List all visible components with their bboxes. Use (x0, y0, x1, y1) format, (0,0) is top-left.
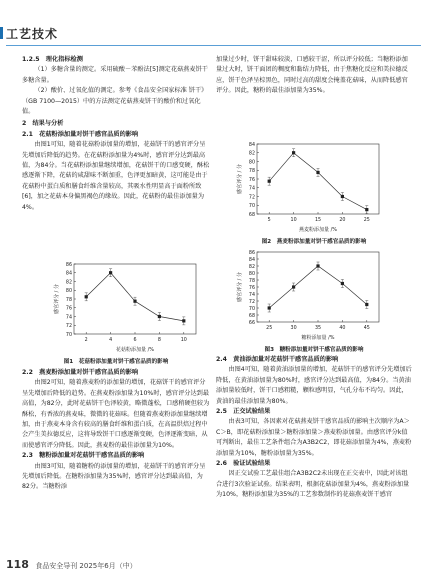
y-tick-label: 84 (65, 271, 72, 277)
x-tick-label: 4 (109, 338, 113, 343)
data-point (341, 195, 344, 198)
x-tick-label: 40 (339, 326, 346, 331)
y-tick-label: 66 (248, 320, 255, 326)
x-tick-label: 20 (339, 218, 346, 223)
chart-svg (235, 138, 385, 234)
y-tick-label: 70 (248, 306, 255, 312)
data-point (85, 295, 88, 298)
paragraph: 由图2可知，随着燕麦粉的添加量的增加，花菇饼干的感官评分呈先增加后降低的趋势。在燕麦粉添加量为10%时，感官评分达到最高值，为82分，此时花菇饼干色泽较黄，略微蓬松，口感稍硬但较为酥松，有香浓的燕麦味，微微的花菇味。但随着燕麦粉添加量继续增加，由于燕麦本身含有较高的膳食纤维和蛋白质，在高温烘焙过程中会产生美拉德反应，这将导致饼干口感逐渐变硬，色泽逐渐变暗，从而使感官评分降低。因此，燕麦粉的最佳添加量为10%。 (22, 379, 210, 449)
y-tick-label: 78 (248, 169, 255, 175)
y-tick-label: 74 (248, 292, 255, 298)
y-tick-label: 76 (248, 177, 255, 183)
paragraph: 加量过少时，饼干甜味较淡，口感较干涩，所以评分较低；当糖粉添加量过大时，饼干面团的稠度和黏结力降低，由于焦糖化反应和美拉德反应，饼干色泽呈棕黑色，同时过高的甜度会掩盖花菇味，从而降低感官评分。因此，糖粉的最佳添加量为35%。 (216, 56, 408, 95)
data-point (365, 208, 368, 211)
y-tick-label: 68 (248, 212, 255, 218)
x-tick-label: 6 (133, 338, 137, 343)
paragraph: （1）多糖含量的测定。采用硫酸－苯酚法[5]测定花菇燕麦饼干多糖含量。 (22, 66, 208, 84)
section-heading: 2.6 验证试验结果 (216, 460, 271, 468)
section-heading: 2 结果与分析 (22, 120, 64, 128)
left-column-top (22, 55, 210, 213)
data-point (316, 171, 319, 174)
left-column-bottom (22, 368, 210, 493)
section-heading: 2.1 花菇粉添加量对饼干感官品质的影响 (22, 130, 139, 138)
section-title: 工艺技术 (6, 27, 59, 41)
chart-svg (52, 258, 202, 354)
data-point (316, 264, 319, 267)
data-point (109, 271, 112, 274)
data-point (133, 300, 136, 303)
x-tick-label: 25 (266, 326, 273, 331)
figure-3-chart (235, 246, 385, 342)
y-axis-label: 感官评分 / 分 (237, 164, 243, 194)
section-heading: 1.2.5 理化指标检测 (22, 56, 83, 63)
data-point (268, 180, 271, 183)
section-heading: 2.5 正交试验结果 (216, 408, 271, 416)
figure-3-caption: 图3 糖粉添加量对饼干感官品质的影响 (264, 347, 364, 353)
figure-2-caption: 图2 燕麦粉添加量对饼干感官品质的影响 (261, 239, 367, 245)
x-tick-label: 8 (157, 338, 161, 343)
plot-frame (257, 144, 379, 214)
y-tick-label: 78 (248, 278, 255, 284)
figure-2-chart (235, 138, 385, 234)
page-footer (6, 558, 137, 571)
figure-1-chart (52, 258, 202, 354)
y-tick-label: 86 (248, 250, 255, 256)
section-heading: 2.4 黄油添加量对花菇饼干感官品质的影响 (216, 356, 339, 363)
right-column-bottom (216, 355, 412, 501)
y-tick-label: 72 (65, 324, 72, 330)
data-point (268, 306, 271, 309)
figure-1-caption: 图1 花菇粉添加量对饼干感官品质的影响 (63, 359, 169, 365)
header-band (0, 0, 427, 50)
data-point (292, 285, 295, 288)
right-column-top (216, 55, 412, 97)
paragraph: （2）酸价、过氧化值的测定。参考《食品安全国家标准 饼干》（GB 7100—2015）中的方法测定花菇燕麦饼干的酸价和过氧化值。 (22, 87, 208, 116)
y-tick-label: 82 (248, 151, 255, 157)
section-heading: 2.2 燕麦粉添加量对饼干感官品质的影响 (22, 369, 139, 376)
y-tick-label: 84 (248, 142, 255, 148)
y-tick-label: 72 (248, 299, 255, 305)
y-tick-label: 74 (65, 315, 72, 321)
x-tick-label: 10 (290, 218, 297, 223)
series-line (269, 266, 367, 308)
x-tick-label: 45 (363, 326, 370, 331)
x-axis-label: 花菇粉添加量 /% (115, 347, 155, 353)
x-tick-label: 15 (314, 218, 322, 223)
data-point (341, 282, 344, 285)
y-tick-label: 80 (248, 271, 255, 277)
data-point (365, 303, 368, 306)
section-heading: 2.3 糖粉添加量对花菇饼干感官品质的影响 (22, 452, 145, 460)
y-tick-label: 68 (248, 313, 255, 319)
y-tick-label: 84 (248, 257, 255, 263)
y-tick-label: 78 (65, 297, 72, 303)
page-number: 118 (6, 558, 29, 571)
y-tick-label: 82 (248, 264, 255, 270)
y-tick-label: 76 (65, 306, 72, 312)
chart-svg (235, 246, 385, 342)
y-tick-label: 86 (65, 262, 72, 268)
y-tick-label: 74 (248, 186, 255, 192)
header-rule (6, 45, 421, 46)
x-axis-label: 燕麦粉添加量 /% (298, 227, 338, 233)
x-tick-label: 5 (267, 218, 271, 223)
journal-name: 食品安全导刊 2025年6月（中） (35, 562, 137, 570)
y-axis-label: 感官评分 / 分 (54, 284, 60, 314)
x-tick-label: 2 (84, 338, 88, 343)
data-point (158, 315, 161, 318)
x-tick-label: 30 (290, 326, 297, 331)
paragraph: 由图1可知，随着花菇粉添加量的增加，花菇饼干的感官评分呈先增加后降低的趋势。在花菇粉添加量为4%时，感官评分达到最高值，为84分。当花菇粉添加量继续增加，花菇饼干的口感变硬，酥松感逐渐下降，花菇的咸甜味不断加重，色泽更加暗黄，这可能是由于花菇粉中蛋白质和膳食纤维含量较高，其吸水性明显高于面粉所致[6]，加之花菇本身偏黑褐色的缘故。因此，花菇粉的最佳添加量为4%。 (22, 141, 210, 211)
paragraph: 由图4可知，随着黄油添加量的增加，花菇饼干的感官评分先增加后降低，在黄油添加量为80%时，感官评分达到最高值，为84分。当黄油添加量较低时，饼干口感粗糙，颗粒感明显，气孔分布不均匀。因此，黄油的最佳添加量为80%。 (216, 366, 412, 405)
y-tick-label: 76 (248, 285, 255, 291)
paragraph: 由图3可知，随着糖粉的添加量的增加，花菇饼干的感官评分呈先增加后降低。在糖粉添加量为35%时，感官评分达到最高值，为82分。当糖粉添 (22, 462, 206, 491)
x-tick-label: 10 (180, 338, 187, 343)
x-tick-label: 25 (363, 218, 370, 223)
paragraph: 由表3可知，各因素对花菇燕麦饼干感官品质的影响主次顺序为A＞C＞B，即花菇粉添加量＞糖粉添加量＞燕麦粉添加量。由感官评分k值可判断出，最佳工艺条件组合为A3B2C2，即花菇添加量为4%，燕麦粉添加量为10%，糖粉添加量为35%。 (216, 418, 412, 457)
data-point (292, 151, 295, 154)
y-tick-label: 72 (248, 195, 255, 201)
y-axis-label: 感官评分 / 分 (237, 272, 243, 302)
y-tick-label: 80 (248, 160, 255, 166)
x-axis-label: 糖粉添加量 /% (301, 335, 335, 341)
series-line (86, 273, 184, 321)
y-tick-label: 82 (65, 280, 72, 286)
x-tick-label: 35 (314, 326, 322, 331)
y-tick-label: 70 (65, 332, 72, 338)
data-point (182, 319, 185, 322)
y-tick-label: 80 (65, 289, 72, 295)
y-tick-label: 70 (248, 204, 255, 210)
series-line (269, 153, 367, 210)
paragraph: 因正交试验工艺最佳组合A3B2C2未出现在正交表中，因此对该组合进行3次验证试验。结果表明，根据花菇添加量为4%，燕麦粉添加量为10%，糖粉添加量为35%的工艺参数制作的花菇燕麦饼干感官 (216, 470, 410, 499)
